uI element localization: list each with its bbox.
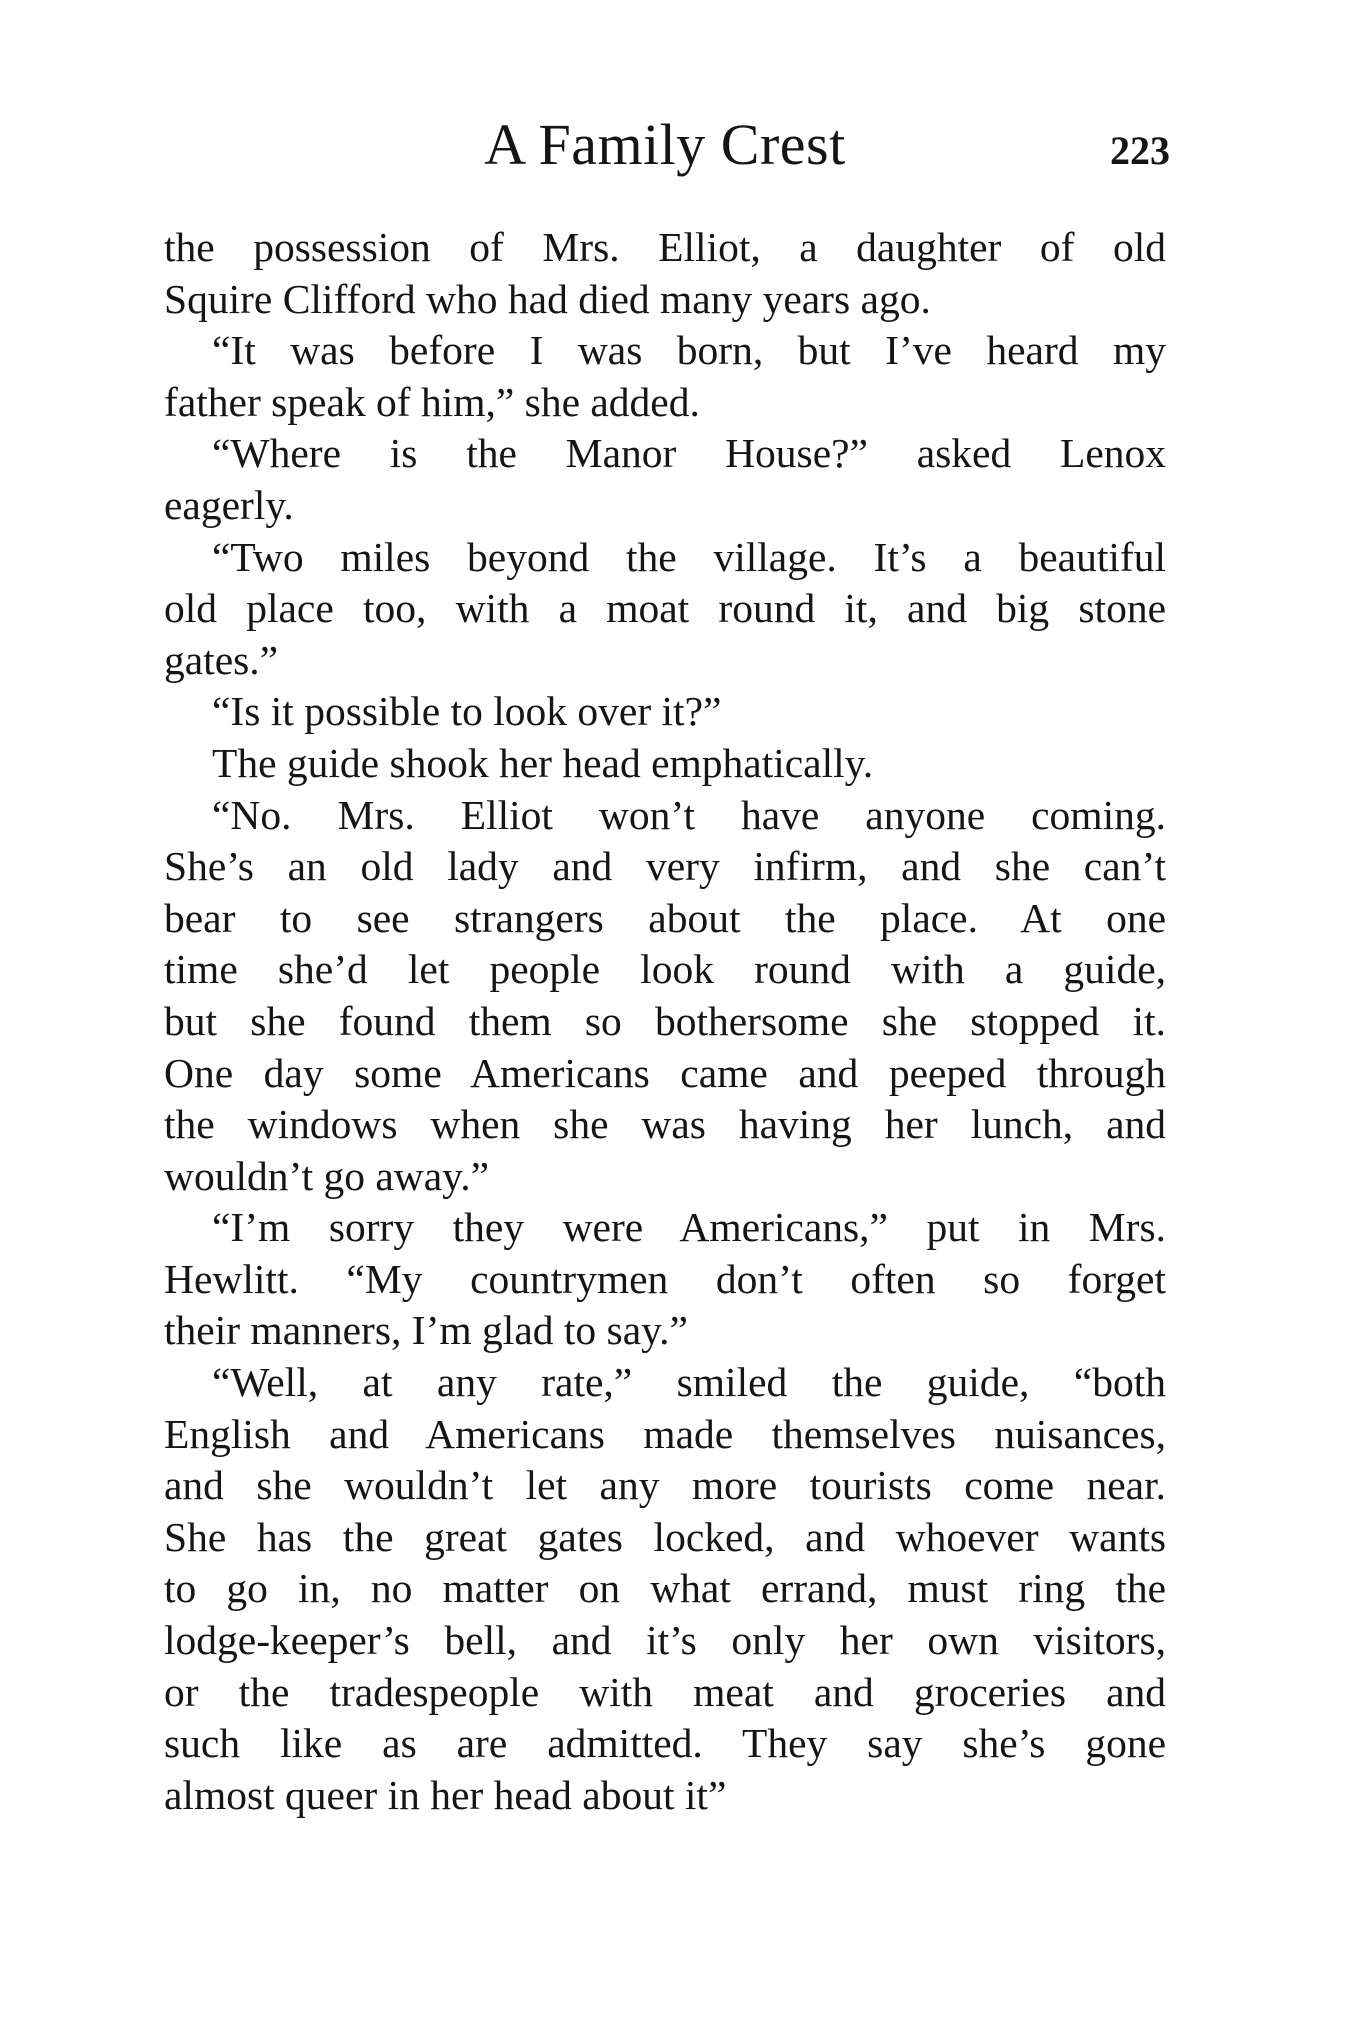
text-line: bear to see strangers about the place. At one (164, 894, 1166, 941)
text-line: Squire Clifford who had died many years ago. (164, 275, 931, 322)
text-line: Hewlitt. “My countrymen don’t often so forget (164, 1255, 1166, 1302)
text-line: the possession of Mrs. Elliot, a daughter of old (164, 224, 1166, 270)
body-text (164, 222, 1166, 1821)
text-line: to go in, no matter on what errand, must ring the (164, 1565, 1166, 1612)
text-line: the windows when she was having her lunch, and (164, 1101, 1166, 1148)
text-line: English and Americans made themselves nuisances, (164, 1410, 1166, 1457)
text-line: One day some Americans came and peeped through (164, 1049, 1166, 1096)
text-line: father speak of him,” she added. (164, 378, 700, 425)
page-number: 223 (1110, 128, 1170, 173)
text-line: or the tradespeople with meat and groceries and (164, 1668, 1166, 1715)
text-line: but she found them so bothersome she stopped it. (164, 997, 1166, 1044)
text-line: She has the great gates locked, and whoever wants (164, 1513, 1166, 1560)
running-title: A Family Crest (484, 112, 846, 177)
text-line: almost queer in her head about it” (164, 1771, 727, 1818)
text-line: The guide shook her head emphatically. (212, 739, 874, 786)
text-line: time she’d let people look round with a guide, (164, 946, 1166, 993)
text-line: “It was before I was born, but I’ve heard my (212, 327, 1166, 374)
text-line: She’s an old lady and very infirm, and she can’t (164, 843, 1166, 890)
text-line: lodge-keeper’s bell, and it’s only her own visitors, (164, 1617, 1166, 1664)
text-line: such like as are admitted. They say she’s gone (164, 1720, 1166, 1767)
text-line: “Well, at any rate,” smiled the guide, “both (212, 1359, 1166, 1406)
text-line: gates.” (164, 636, 279, 683)
text-line: and she wouldn’t let any more tourists come near. (164, 1462, 1166, 1509)
text-line: “I’m sorry they were Americans,” put in Mrs. (212, 1204, 1166, 1251)
text-line: wouldn’t go away.” (164, 1152, 490, 1199)
text-line: “Is it possible to look over it?” (212, 688, 722, 735)
text-line: old place too, with a moat round it, and big stone (164, 585, 1166, 632)
text-line: “No. Mrs. Elliot won’t have anyone coming. (212, 791, 1166, 838)
running-head (160, 110, 1170, 180)
text-line: “Where is the Manor House?” asked Lenox (212, 430, 1166, 477)
text-line: eagerly. (164, 481, 294, 528)
text-line: “Two miles beyond the village. It’s a beautiful (212, 533, 1166, 580)
text-line: their manners, I’m glad to say.” (164, 1307, 688, 1354)
